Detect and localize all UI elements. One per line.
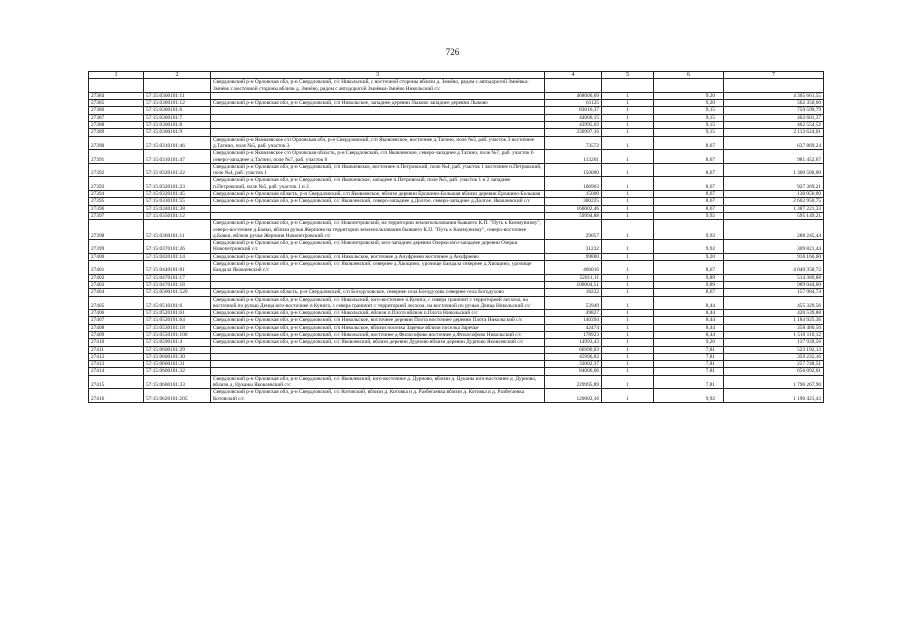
cell-c6: 9,89	[654, 281, 724, 288]
cell-c4: 33002,37	[545, 361, 602, 368]
table-row	[89, 122, 824, 129]
cell-c1: 27385	[89, 100, 144, 107]
cell-c3: Свердловский р-н Орловская обл, р-н Свердловский, с/п Никольское, западнее деревни Лыково западнее деревни Лыково	[211, 100, 545, 107]
cell-c1: 27414	[89, 368, 144, 375]
cell-c7: 1 300 500,00	[724, 163, 824, 177]
cell-c5: 1	[602, 274, 654, 281]
cell-c3	[211, 274, 545, 281]
column-header: 6	[654, 72, 724, 79]
cell-c7: 257 748,51	[724, 361, 824, 368]
cell-c3: Свердловский р-н Орловская область, р-н Свердловский, с/п Яковлевское, вблизи деревни Ерошино-Большая вблизи деревни Ерошино-Большая	[211, 191, 545, 198]
cell-c6: 9,15	[654, 122, 724, 129]
cell-c5: 1	[602, 122, 654, 129]
cell-c3: Свердловский р-н Орловская обл, р-н Свердловский, с/п Яковлевское, восточнее п.Петровский, поле №4, раб. участок 1 восточнее п.Петровский, поле №4, раб. участок 1	[211, 163, 545, 177]
cell-c3	[211, 129, 545, 136]
cell-c2: 57:15:0300101:12	[144, 100, 211, 107]
cell-c7: 1 190 421,43	[724, 389, 824, 403]
cell-c3	[211, 92, 545, 99]
cell-c1: 27397	[89, 212, 144, 219]
cell-c6: 9,20	[654, 92, 724, 99]
cell-c4: 66990,03	[545, 346, 602, 353]
cell-c4: 300225	[545, 198, 602, 205]
cell-c7: 927 369,21	[724, 177, 824, 191]
cell-c6: 8,67	[654, 191, 724, 198]
cell-c1: 27409	[89, 331, 144, 338]
cell-c2: 57:15:0590101:4	[144, 339, 211, 346]
cell-c7: 759 599,79	[724, 107, 824, 114]
table-row	[89, 129, 824, 136]
cell-c5: 1	[602, 212, 654, 219]
cell-c7: 981 452,67	[724, 150, 824, 164]
cell-c4: 15000	[545, 191, 602, 198]
cell-c1: 27395	[89, 198, 144, 205]
cell-c7: 455 329,56	[724, 296, 824, 310]
cell-c4: 83016,37	[545, 107, 602, 114]
cell-c3: Свердловский р-н Орловская обл, р-н Свердловский, с/с Никольский, восточнее д.Философово восточнее д.Философово Никольский с/с	[211, 331, 545, 338]
cell-c6: 8,44	[654, 310, 724, 317]
cell-c1: 27404	[89, 289, 144, 296]
table-row	[89, 114, 824, 121]
cell-c4: 61125	[545, 100, 602, 107]
cell-c7: 288 245,44	[724, 220, 824, 240]
cell-c4: 42474	[545, 324, 602, 331]
table-row	[89, 205, 824, 212]
cell-c6: 8,67	[654, 289, 724, 296]
cell-c1: 27416	[89, 389, 144, 403]
table-row	[89, 361, 824, 368]
cell-c3	[211, 361, 545, 368]
cell-c7: 130 050,00	[724, 191, 824, 198]
cell-c6: 9,92	[654, 389, 724, 403]
cell-c6: 8,67	[654, 205, 724, 212]
cell-c6: 8,67	[654, 136, 724, 150]
cell-c7	[724, 79, 824, 93]
cell-c7: 1 510 110,12	[724, 331, 824, 338]
table-row	[89, 310, 824, 317]
cell-c2: 57:15:0600101:31	[144, 361, 211, 368]
cell-c3	[211, 353, 545, 360]
cell-c7: 989 044,60	[724, 281, 824, 288]
table-row	[89, 375, 824, 389]
cell-c3: Свердловский р-н Орловская обл, р-н Свердловский, с/с Котовский, вблизи д. Котовка и д. Разбегаевка вблизи д. Котовка и д. Разбегаевка Котовский с/с	[211, 389, 545, 403]
cell-c3	[211, 346, 545, 353]
table-header	[89, 72, 824, 79]
cell-c5: 1	[602, 191, 654, 198]
cell-c4: 160002,46	[545, 205, 602, 212]
cell-c7: 359 235,16	[724, 353, 824, 360]
cell-c2: 57:15:0350101:12	[144, 212, 211, 219]
cell-c1: 27406	[89, 310, 144, 317]
table-row	[89, 274, 824, 281]
cell-c1: 27407	[89, 317, 144, 324]
cell-c4: 59994,88	[545, 212, 602, 219]
cell-c5: 1	[602, 107, 654, 114]
cell-c5: 1	[602, 100, 654, 107]
cell-c2: 57:15:0320101:23	[144, 177, 211, 191]
cell-c7: 562 350,00	[724, 100, 824, 107]
cell-c5: 1	[602, 361, 654, 368]
table-row	[89, 339, 824, 346]
cell-c2: 57:15:0340101:38	[144, 205, 211, 212]
cell-c6: 8,67	[654, 198, 724, 205]
table-row	[89, 177, 824, 191]
cell-c4: 150000	[545, 163, 602, 177]
cell-c4: 31232	[545, 240, 602, 254]
column-header: 5	[602, 72, 654, 79]
cell-c6: 8,67	[654, 177, 724, 191]
cell-c3	[211, 114, 545, 121]
cell-c5: 1	[602, 289, 654, 296]
table-row	[89, 240, 824, 254]
cell-c5: 1	[602, 346, 654, 353]
cell-c6: 9,15	[654, 129, 724, 136]
cell-c2: 57:15:0300101:11	[144, 92, 211, 99]
cell-c4: 45996,82	[545, 353, 602, 360]
cell-c5: 1	[602, 261, 654, 275]
cell-c2: 57:15:0320101:22	[144, 163, 211, 177]
cell-c1: 27403	[89, 281, 144, 288]
table-row	[89, 389, 824, 403]
table-row	[89, 100, 824, 107]
cell-c6: 8,44	[654, 331, 724, 338]
cell-c1: 27393	[89, 177, 144, 191]
cell-c3: Свердловский р-н Орловская обл, р-н Свердловский, с/с Никольский, юго-восточнее п.Кунига, с севера граничит с территорией лесхоза, на восточной по ручью Денца юго-восточнее п.Кунига, с севера граничит с территорией лесхоза, на восточной по ручью Денца Никольский с/с	[211, 296, 545, 310]
cell-c3	[211, 281, 545, 288]
cell-c3	[211, 107, 545, 114]
cell-c6: 8,44	[654, 296, 724, 310]
cell-c1: 27411	[89, 346, 144, 353]
cell-c6: 8,44	[654, 317, 724, 324]
cell-c6: 9,92	[654, 212, 724, 219]
cell-c7: 157 984,74	[724, 289, 824, 296]
column-header: 3	[211, 72, 545, 79]
cell-c4: 113201	[545, 150, 602, 164]
cell-c7: 1 796 267,90	[724, 375, 824, 389]
cell-c4: 14993,43	[545, 339, 602, 346]
cell-c7: 523 192,13	[724, 346, 824, 353]
cell-c3: Свердловский р-н Орловская обл, р-н Свердловский, с/с Никольский, вблизи п.Плота вблизи п.Плота Никольский с/с	[211, 310, 545, 317]
cell-c2: 57:15:0600101:32	[144, 368, 211, 375]
cell-c1: 27384	[89, 92, 144, 99]
cell-c4: 18222	[545, 289, 602, 296]
page-number: 726	[445, 47, 460, 57]
cell-c4: 178923	[545, 331, 602, 338]
cell-c5: 1	[602, 92, 654, 99]
cell-c2: 57:15:0510101:6	[144, 296, 211, 310]
cell-c2: 57:15:0310101:47	[144, 150, 211, 164]
cell-c2: 57:15:0300101:9	[144, 129, 211, 136]
cell-c3: Свердловский р-н Орловская обл, р-н Свердловский, с/с Никольский, с восточной стороны вблизи д. Змиёво, рядом с автодорогой Змиёвка-Змиёво с восточной стороны вблизи д. Змиёво, рядом с автодорогой Змиёвка-Змиёво Никольский с/с	[211, 79, 545, 93]
cell-c3: Свердловский р-н Орловская обл, р-н Свердловский, с/с Яковлевский, вблизи деревни Дурново вблизи деревни Дурново Яковлевский с/с	[211, 339, 545, 346]
table-row	[89, 324, 824, 331]
land-registry-table	[88, 71, 824, 403]
cell-c1: 27412	[89, 353, 144, 360]
cell-c5	[602, 79, 654, 93]
cell-c2: 57:15:0420101:14	[144, 253, 211, 260]
table-row	[89, 107, 824, 114]
cell-c3	[211, 212, 545, 219]
cell-c7: 918 160,00	[724, 253, 824, 260]
cell-c5: 1	[602, 240, 654, 254]
cell-c4: 44000,15	[545, 114, 602, 121]
table-row	[89, 92, 824, 99]
cell-c1: 27399	[89, 240, 144, 254]
cell-c7: 595 149,21	[724, 212, 824, 219]
table-row	[89, 289, 824, 296]
column-header: 2	[144, 72, 211, 79]
table-row	[89, 317, 824, 324]
cell-c6: 7,81	[654, 346, 724, 353]
cell-c3	[211, 368, 545, 375]
cell-c6: 9,92	[654, 240, 724, 254]
table-row	[89, 212, 824, 219]
table-row	[89, 163, 824, 177]
cell-c5: 1	[602, 375, 654, 389]
cell-c5: 1	[602, 253, 654, 260]
table-row	[89, 79, 824, 93]
cell-c2: 57:15:0520101:64	[144, 317, 211, 324]
cell-c5: 1	[602, 220, 654, 240]
cell-c3: Свердловский р-н Орловская обл, р-н Свердловский, с/п Никольское, восточнее деревни Плота восточнее деревни Плота Никольский с/с	[211, 317, 545, 324]
cell-c1: 27386	[89, 107, 144, 114]
cell-c2: 57:15:0300101:7	[144, 114, 211, 121]
cell-c2: 57:15:0360101:11	[144, 220, 211, 240]
cell-c4: 73572	[545, 136, 602, 150]
cell-c1: 27391	[89, 150, 144, 164]
cell-c5: 1	[602, 177, 654, 191]
cell-c3	[211, 205, 545, 212]
cell-c7: 1 387 221,33	[724, 205, 824, 212]
cell-c4: 120002,16	[545, 389, 602, 403]
table-row	[89, 353, 824, 360]
cell-c4: 468006,69	[545, 92, 602, 99]
cell-c2: 57:15:0620101:205	[144, 389, 211, 403]
cell-c4: 49827	[545, 310, 602, 317]
cell-c5: 1	[602, 150, 654, 164]
cell-c6: 7,81	[654, 361, 724, 368]
cell-c5: 1	[602, 339, 654, 346]
cell-c5: 1	[602, 296, 654, 310]
cell-c4	[545, 79, 602, 93]
table-row	[89, 281, 824, 288]
cell-c4: 229995,89	[545, 375, 602, 389]
cell-c2: 57:15:0440101:81	[144, 261, 211, 275]
cell-c5: 1	[602, 317, 654, 324]
cell-c6: 8,67	[654, 261, 724, 275]
cell-c3: Свердловский р-н Яковлевское с/п Орловская обл, р-н Свердловский, с/п Яковлевское, восточнее д.Тагино, поле №5, раб. участок 3 восточнее д.Тагино, поле №5, раб. участок 3	[211, 136, 545, 150]
cell-c1: 27400	[89, 253, 144, 260]
cell-c7: 637 869,24	[724, 136, 824, 150]
cell-c1: 27388	[89, 122, 144, 129]
cell-c5: 1	[602, 353, 654, 360]
cell-c1: 27401	[89, 261, 144, 275]
cell-c7: 137 939,56	[724, 339, 824, 346]
cell-c6: 9,20	[654, 253, 724, 260]
table-row	[89, 368, 824, 375]
cell-c1: 27415	[89, 375, 144, 389]
cell-c3: Свердловский р-н Орловская обл, р-н Свердловский, с/с Новопетровский, на территории землепользования бывшего К.П. "Путь к Коммунизму", северо-восточнее д.Бояки, вблизи ручья Жерпиня на территории землепользования бывшего К.П. "Путь к Коммунизму", северо-восточнее д.Бояки, вблизи ручья Жерпиня Новопетровский с/с	[211, 220, 545, 240]
table-row	[89, 261, 824, 275]
cell-c2: 57:15:0520101:61	[144, 310, 211, 317]
cell-c2: 57:15:0530101:18	[144, 324, 211, 331]
cell-c1	[89, 79, 144, 93]
cell-c6: 7,81	[654, 368, 724, 375]
cell-c3: Свердловский р-н Орловская обл, р-н Свердловский, с/п Никольское, восточнее д.Ануфриево восточнее д.Ануфриево	[211, 253, 545, 260]
column-header: 1	[89, 72, 144, 79]
cell-c4: 53949	[545, 296, 602, 310]
cell-c2: 57:15:0370101:26	[144, 240, 211, 254]
cell-c1: 27405	[89, 296, 144, 310]
cell-c3: Свердловский р-н Яковлевское с/п Орловская область, р-н Свердловский, с/п Яковлевское, северо-западнее д.Тагино, поле №7, раб. участок 6 северо-западнее д.Тагино, поле №7, раб. участок 6	[211, 150, 545, 164]
cell-c2: 57:15:0600101:29	[144, 346, 211, 353]
cell-c4: 100004,51	[545, 281, 602, 288]
cell-c5: 1	[602, 114, 654, 121]
cell-c6: 9,20	[654, 339, 724, 346]
cell-c1: 27408	[89, 324, 144, 331]
cell-c5: 1	[602, 163, 654, 177]
cell-c4: 84006,66	[545, 368, 602, 375]
cell-c7: 1 184 925,36	[724, 317, 824, 324]
cell-c7: 402 554,52	[724, 122, 824, 129]
cell-c5: 1	[602, 389, 654, 403]
cell-c2: 57:15:0600101:33	[144, 375, 211, 389]
table-row	[89, 191, 824, 198]
cell-c2: 57:15:0320101:45	[144, 191, 211, 198]
column-header: 4	[545, 72, 602, 79]
table-row	[89, 220, 824, 240]
table-row	[89, 136, 824, 150]
cell-c3: Свердловский р-н Орловская обл, р-н Свердловский, с/с Яковлевский, юго-восточнее д. Дурново, вблизи д. Цуканы юго-восточнее д. Дурново, вблизи д. Цуканы Яковлевский с/с	[211, 375, 545, 389]
cell-c5: 1	[602, 129, 654, 136]
cell-c4: 29057	[545, 220, 602, 240]
cell-c4: 466016	[545, 261, 602, 275]
cell-c6: 9,20	[654, 100, 724, 107]
cell-c6: 9,92	[654, 220, 724, 240]
cell-c4: 52011,11	[545, 274, 602, 281]
cell-c6: 8,67	[654, 163, 724, 177]
cell-c1: 27413	[89, 361, 144, 368]
cell-c6: 8,67	[654, 150, 724, 164]
cell-c7: 2 113 624,01	[724, 129, 824, 136]
cell-c2: 57:15:0310101:46	[144, 136, 211, 150]
cell-c7: 402 601,37	[724, 114, 824, 121]
cell-c4: 140394	[545, 317, 602, 324]
cell-c4: 43995,03	[545, 122, 602, 129]
cell-c1: 27402	[89, 274, 144, 281]
cell-c5: 1	[602, 310, 654, 317]
cell-c6: 7,81	[654, 353, 724, 360]
cell-c4: 106963	[545, 177, 602, 191]
table-row	[89, 150, 824, 164]
cell-c3: Свердловский р-н Орловская область, р-н Свердловский, с/п Богодуховское, севернее села Богодухово севернее села Богодухово	[211, 289, 545, 296]
cell-c5: 1	[602, 331, 654, 338]
cell-c1: 27392	[89, 163, 144, 177]
cell-c3: Свердловский р-н Орловская обл, р-н Свердловский, с/п Никольское, вблизи поселка Заречье вблизи поселка Заречье	[211, 324, 545, 331]
table-row	[89, 346, 824, 353]
table-row	[89, 331, 824, 338]
cell-c2: 57:15:0330101:55	[144, 198, 211, 205]
cell-c1: 27389	[89, 129, 144, 136]
cell-c2: 57:15:0550101:100	[144, 331, 211, 338]
cell-c3: Свердловский р-н Орловская обл, р-н Свердловский, с/с Новопетровский, юго-западнее деревни Озерки юго-западнее деревни Озерки Новопетровский с/с	[211, 240, 545, 254]
cell-c7: 514 389,88	[724, 274, 824, 281]
cell-c5: 1	[602, 368, 654, 375]
cell-c2: 57:15:0470101:17	[144, 274, 211, 281]
cell-c7: 4 040 358,72	[724, 261, 824, 275]
cell-c7: 2 602 950,75	[724, 198, 824, 205]
cell-c2	[144, 79, 211, 93]
column-header: 7	[724, 72, 824, 79]
cell-c2: 57:15:0300101:6	[144, 107, 211, 114]
table-row	[89, 296, 824, 310]
cell-c5: 1	[602, 281, 654, 288]
cell-c2: 57:15:0470101:18	[144, 281, 211, 288]
cell-c7: 358 480,56	[724, 324, 824, 331]
cell-c1: 27394	[89, 191, 144, 198]
cell-c6: 9,15	[654, 114, 724, 121]
cell-c7: 420 539,88	[724, 310, 824, 317]
cell-c4: 230997,16	[545, 129, 602, 136]
table-row	[89, 198, 824, 205]
cell-c6	[654, 79, 724, 93]
cell-c4: 99800	[545, 253, 602, 260]
cell-c1: 27410	[89, 339, 144, 346]
cell-c3: Свердловский р-н Орловская обл, р-н Свердловский, с/п Яковлевское, западнее п.Петровский, поле №5, раб. участок 1 и 2 западнее п.Петровский, поле №5, раб. участок 1 и 2	[211, 177, 545, 191]
cell-c5: 1	[602, 136, 654, 150]
cell-c5: 1	[602, 205, 654, 212]
cell-c6: 7,81	[654, 375, 724, 389]
cell-c1: 27396	[89, 205, 144, 212]
cell-c1: 27390	[89, 136, 144, 150]
cell-c5: 1	[602, 198, 654, 205]
cell-c6: 8,44	[654, 324, 724, 331]
cell-c6: 9,15	[654, 107, 724, 114]
cell-c2: 57:15:0600101:30	[144, 353, 211, 360]
cell-c7: 309 821,44	[724, 240, 824, 254]
cell-c2: 57:15:0500101:520	[144, 289, 211, 296]
cell-c2: 57:15:0300101:8	[144, 122, 211, 129]
cell-c3: Свердловский р-н Орловская обл, р-н Свердловский, с/с Яковлевский, северо-западнее д.Долгое. северо-западнее д.Долгое. Яковлевский с/с	[211, 198, 545, 205]
cell-c1: 27387	[89, 114, 144, 121]
cell-c5: 1	[602, 324, 654, 331]
table-row	[89, 253, 824, 260]
cell-c6: 9,89	[654, 274, 724, 281]
cell-c3: Свердловский р-н Орловская обл, р-н Свердловский, с/с Яковлевский, севернее д.Хвощино, урочище Бандала севернее д.Хвощино, урочище Бандала Яковлевский с/с	[211, 261, 545, 275]
cell-c1: 27398	[89, 220, 144, 240]
cell-c7: 656 092,01	[724, 368, 824, 375]
table-body	[89, 79, 824, 403]
cell-c7: 4 305 661,55	[724, 92, 824, 99]
cell-c3	[211, 122, 545, 129]
